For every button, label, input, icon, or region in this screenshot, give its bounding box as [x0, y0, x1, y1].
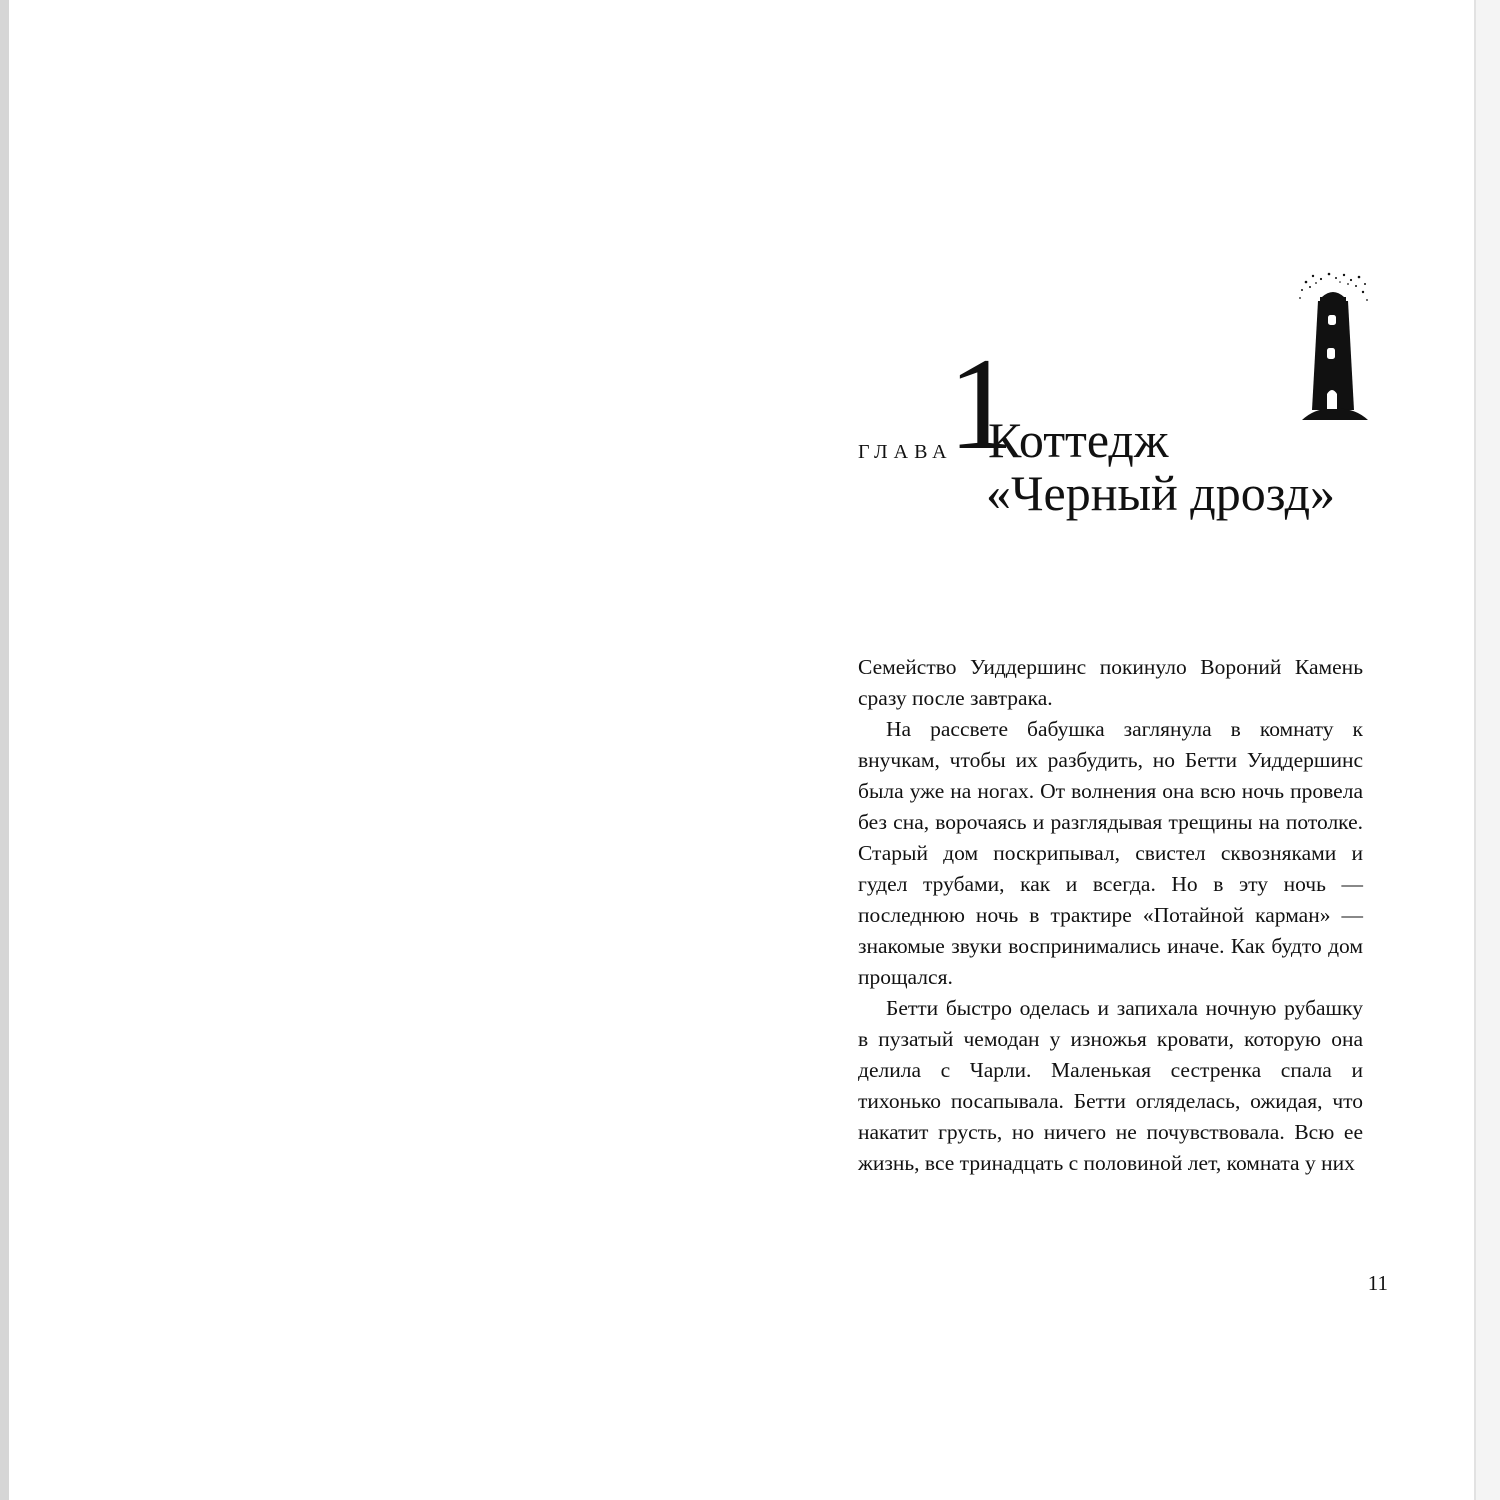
- page-left-margin: [0, 0, 9, 1500]
- chapter-title: [988, 414, 1388, 520]
- paragraph: Семейство Уиддершинс покинуло Вороний Камень сразу после завтрака.: [858, 655, 1363, 710]
- lighthouse-icon: [1296, 270, 1372, 422]
- body-text: [858, 652, 1363, 1179]
- paragraph: На рассвете бабушка заглянула в комнату к внучкам, чтобы их разбудить, но Бетти Уиддершинс была уже на ногах. От волнения она всю ночь провела без сна, ворочаясь и разглядывая трещины на потолке. Старый дом поскрипывал, свистел сквозняками и гудел трубами, как и всегда. Но в эту ночь — последнюю ночь в трактире «Потайной карман» — знакомые звуки воспринимались иначе. Как будто дом прощался.: [858, 717, 1363, 989]
- chapter-title-line-1: Коттедж: [988, 412, 1169, 468]
- chapter-label: ГЛАВА: [858, 441, 953, 463]
- page-right-margin: [1474, 0, 1500, 1500]
- page-edge-line: [1474, 0, 1476, 1500]
- chapter-number: 1: [948, 330, 1014, 477]
- chapter-title-line-2: «Черный дрозд»: [986, 465, 1336, 521]
- page-number: 11: [1367, 1271, 1388, 1295]
- paragraph: Бетти быстро оделась и запихала ночную рубашку в пузатый чемодан у изножья кровати, которую она делила с Чарли. Маленькая сестренка спала и тихонько посапывала. Бетти огляделась, ожидая, что накатит грусть, но ничего не почувствовала. Всю ее жизнь, все тринадцать с половиной лет, комната у них: [858, 996, 1363, 1175]
